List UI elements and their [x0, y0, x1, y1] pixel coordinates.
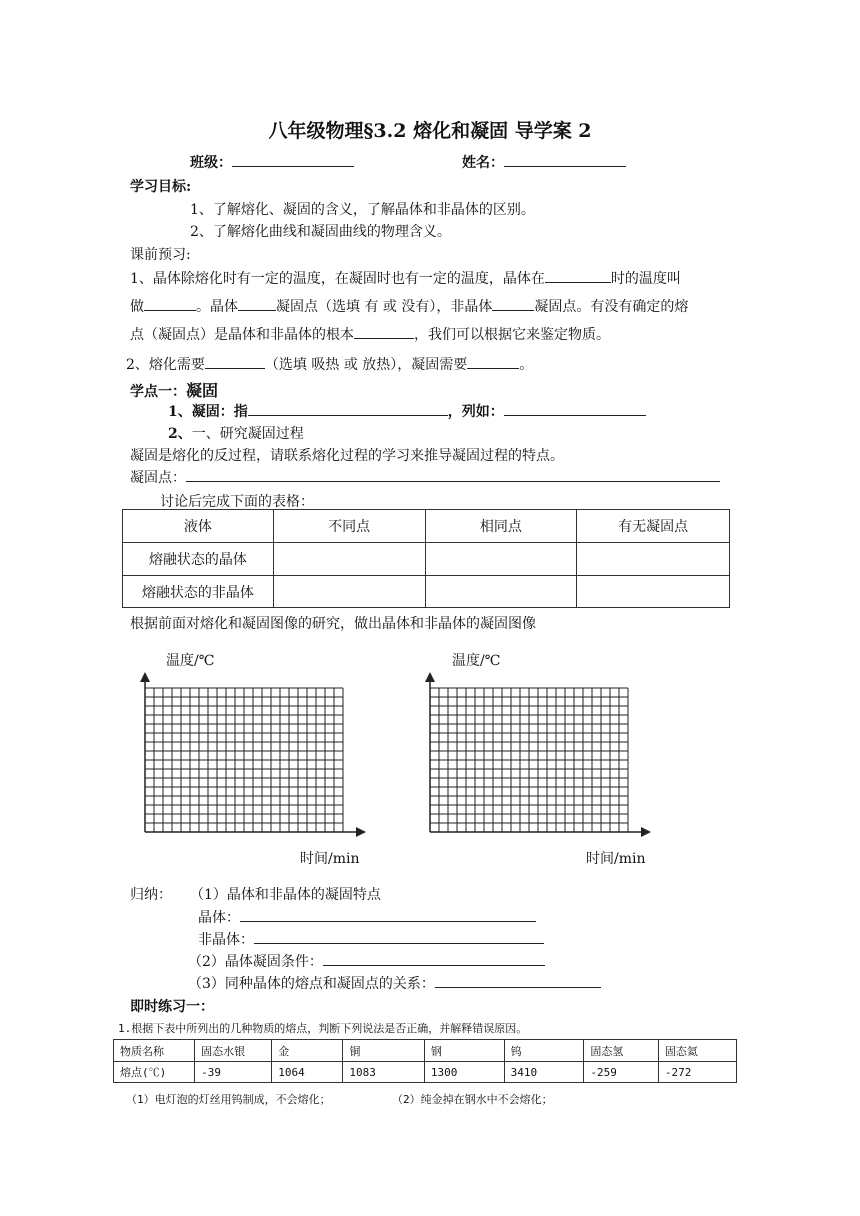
class-blank[interactable] — [232, 152, 354, 167]
point1-item2: 2、一、研究凝固过程 — [168, 426, 304, 442]
blank-condition[interactable] — [323, 951, 545, 966]
preview-q1-line1: 1、晶体除熔化时有一定的温度，在凝固时也有一定的温度，晶体在 时的温度叫 — [130, 268, 681, 288]
blank-5[interactable] — [354, 324, 414, 339]
blank-6[interactable] — [205, 354, 265, 369]
substance-name: 固态氢 — [584, 1040, 659, 1062]
practice-s1: （1）电灯泡的灯丝用钨制成，不会熔化； — [126, 1093, 331, 1106]
substance-name: 金 — [272, 1040, 343, 1062]
col-header-same: 相同点 — [425, 510, 577, 543]
preview-q1-line3: 点（凝固点）是晶体和非晶体的根本 ，我们可以根据它来鉴定物质。 — [130, 324, 610, 344]
class-field — [190, 152, 354, 172]
col-header-diff: 不同点 — [273, 510, 425, 543]
page-title: 八年级物理§3.2 熔化和凝固 导学案 2 — [268, 120, 592, 142]
row-header-substance: 物质名称 — [114, 1040, 195, 1062]
cell-blank[interactable] — [273, 576, 425, 608]
goal-2: 2、了解熔化曲线和凝固曲线的物理含义。 — [190, 224, 451, 240]
substance-name: 铜 — [343, 1040, 424, 1062]
col-header-liquid: 液体 — [123, 510, 274, 543]
point1-heading: 学点一：凝固 — [130, 381, 219, 400]
preview-q2: 2、熔化需要 （选填 吸热 或 放热），凝固需要 。 — [126, 354, 533, 374]
summary-heading: 归纳： — [130, 887, 172, 903]
row-header-melting-point: 熔点(℃) — [114, 1062, 195, 1083]
melting-point-value: 3410 — [504, 1062, 584, 1083]
graph-intro: 根据前面对熔化和凝固图像的研究，做出晶体和非晶体的凝固图像 — [130, 616, 536, 632]
x-axis-arrow-icon — [356, 827, 366, 837]
class-label: 班级： — [190, 155, 232, 171]
row-label-crystal: 熔融状态的晶体 — [123, 543, 274, 576]
blank-1[interactable] — [545, 268, 611, 283]
name-blank[interactable] — [504, 152, 626, 167]
blank-relation[interactable] — [435, 973, 601, 988]
melting-point-value: -259 — [584, 1062, 659, 1083]
substance-name: 固态水银 — [195, 1040, 272, 1062]
melting-point-value: 1300 — [424, 1062, 504, 1083]
row-label-noncrystal: 熔融状态的非晶体 — [123, 576, 274, 608]
graph2-ylabel: 温度/℃ — [452, 653, 501, 669]
blank-noncrystal[interactable] — [254, 929, 544, 944]
blank-3[interactable] — [238, 296, 276, 311]
point1-para: 凝固是熔化的反过程，请联系熔化过程的学习来推导凝固过程的特点。 — [130, 448, 564, 464]
melting-point-value: -272 — [658, 1062, 736, 1083]
blank-4[interactable] — [492, 296, 534, 311]
blank-crystal[interactable] — [240, 907, 536, 922]
practice-heading: 即时练习一： — [130, 999, 214, 1015]
blank-7[interactable] — [467, 354, 519, 369]
table-intro: 讨论后完成下面的表格： — [160, 494, 314, 510]
y-axis-arrow-icon — [425, 672, 435, 682]
graph1-ylabel: 温度/℃ — [166, 653, 215, 669]
melting-point-value: 1083 — [343, 1062, 424, 1083]
substance-name: 钨 — [504, 1040, 584, 1062]
name-label: 姓名： — [462, 155, 504, 171]
practice-q1: 1.根据下表中所列出的几种物质的熔点，判断下列说法是否正确，并解释错误原因。 — [118, 1022, 528, 1035]
summary-p1: （1）晶体和非晶体的凝固特点 — [190, 887, 381, 903]
cell-blank[interactable] — [273, 543, 425, 576]
preview-heading: 课前预习: — [130, 247, 191, 263]
blank-solidify[interactable] — [186, 467, 720, 482]
cell-blank[interactable] — [577, 543, 730, 576]
summary-crystal: 晶体： — [198, 907, 536, 927]
graph2-grid[interactable] — [415, 672, 655, 838]
summary-p3: （3）同种晶体的熔点和凝固点的关系： — [188, 973, 601, 993]
cell-blank[interactable] — [577, 576, 730, 608]
melting-point-value: 1064 — [272, 1062, 343, 1083]
solidify-point-line: 凝固点： — [130, 467, 720, 487]
preview-q1-line2: 做 。晶体 凝固点（选填 有 或 没有），非晶体 凝固点。有没有确定的熔 — [130, 296, 688, 316]
blank-2[interactable] — [144, 296, 196, 311]
summary-p2: （2）晶体凝固条件： — [188, 951, 545, 971]
graph1-grid[interactable] — [130, 672, 370, 838]
y-axis-arrow-icon — [140, 672, 150, 682]
cell-blank[interactable] — [425, 576, 577, 608]
summary-noncrystal: 非晶体： — [198, 929, 544, 949]
x-axis-arrow-icon — [641, 827, 651, 837]
goal-1: 1、了解熔化、凝固的含义，了解晶体和非晶体的区别。 — [190, 202, 535, 218]
graph1-xlabel: 时间/min — [300, 851, 360, 867]
blank-def[interactable] — [248, 401, 448, 416]
melting-point-table — [113, 1039, 737, 1083]
name-field — [462, 152, 626, 172]
substance-name: 固态氦 — [658, 1040, 736, 1062]
compare-table — [122, 509, 730, 608]
blank-example[interactable] — [504, 401, 646, 416]
substance-name: 钢 — [424, 1040, 504, 1062]
point1-item1: 1、凝固：指 ，列如： — [168, 401, 646, 421]
practice-s2: （2）纯金掉在钢水中不会熔化； — [392, 1093, 553, 1106]
col-header-point: 有无凝固点 — [577, 510, 730, 543]
melting-point-value: -39 — [195, 1062, 272, 1083]
goals-heading: 学习目标: — [130, 179, 192, 195]
cell-blank[interactable] — [425, 543, 577, 576]
graph2-xlabel: 时间/min — [586, 851, 646, 867]
